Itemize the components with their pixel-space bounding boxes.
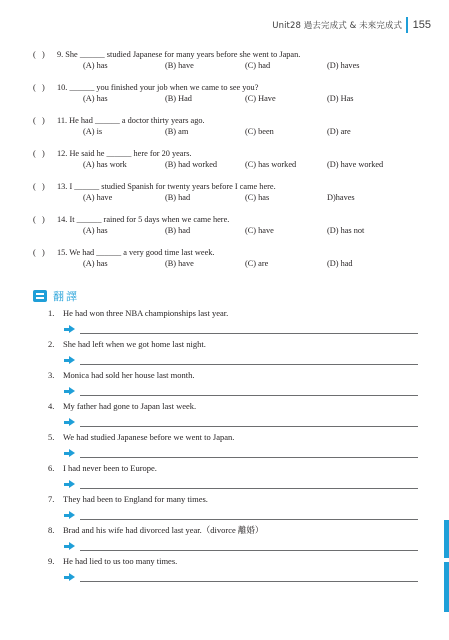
answer-option[interactable]: (B) Had [165,94,192,103]
answer-line[interactable] [80,388,418,396]
item-number: 2. [48,339,55,349]
arrow-right-icon [64,325,76,334]
answer-paren[interactable]: ( ) [33,248,45,257]
arrow-right-icon [64,573,76,582]
item-number: 6. [48,463,55,473]
sentence-text: Brad and his wife had divorced last year.（divorce 離婚） [63,525,264,535]
answer-option[interactable]: (D) Has [327,94,354,103]
answer-paren[interactable]: ( ) [33,83,45,92]
answer-option[interactable]: (A) has [83,226,108,235]
translation-item [48,400,418,431]
answer-option[interactable]: (A) have [83,193,113,202]
item-number: 3. [48,370,55,380]
arrow-right-icon [64,418,76,427]
arrow-right-icon [64,356,76,365]
sentence-text: I had never been to Europe. [63,463,157,473]
answer-line[interactable] [80,357,418,365]
unit-title: Unit28 過去完成式 & 未來完成式 [272,21,403,31]
answer-line[interactable] [80,543,418,551]
arrow-right-icon [64,542,76,551]
question-item [33,148,433,181]
multiple-choice-list [33,49,433,280]
question-item [33,247,433,280]
answer-paren[interactable]: ( ) [33,182,45,191]
answer-option[interactable]: (C) had [245,61,271,70]
answer-option[interactable]: (D) are [327,127,351,136]
sentence-text: Monica had sold her house last month. [63,370,195,380]
question-item [33,82,433,115]
translation-item [48,338,418,369]
answer-option[interactable]: (A) is [83,127,103,136]
answer-option[interactable]: (B) had [165,226,191,235]
item-number: 1. [48,308,55,318]
section-title: 翻譯 [53,290,79,303]
item-number: 5. [48,432,55,442]
answer-option[interactable]: (A) has work [83,160,127,169]
sentence-text: He had lied to us too many times. [63,556,178,566]
answer-paren[interactable]: ( ) [33,50,45,59]
question-text: 11. He had ______ a doctor thirty years ago. [57,116,205,125]
answer-line[interactable] [80,419,418,427]
arrow-right-icon [64,449,76,458]
side-tab-marker [444,562,449,612]
sentence-text: They had been to England for many times. [63,494,208,504]
answer-line[interactable] [80,574,418,582]
question-text: 10. ______ you finished your job when we came to see you? [57,83,259,92]
translation-item [48,431,418,462]
answer-option[interactable]: (C) Have [245,94,276,103]
header-divider [406,17,408,33]
translation-item [48,307,418,338]
translation-item [48,493,418,524]
sentence-text: We had studied Japanese before we went to Japan. [63,432,235,442]
answer-option[interactable]: (C) are [245,259,269,268]
question-text: 15. We had ______ a very good time last week. [57,248,215,257]
answer-line[interactable] [80,512,418,520]
translation-item [48,524,418,555]
translation-item [48,555,418,586]
item-number: 8. [48,525,55,535]
question-text: 9. She ______ studied Japanese for many years before she went to Japan. [57,50,301,59]
answer-option[interactable]: (C) has worked [245,160,297,169]
item-number: 4. [48,401,55,411]
answer-option[interactable]: (B) have [165,61,194,70]
answer-option[interactable]: D)haves [327,193,355,202]
answer-option[interactable]: (D) haves [327,61,360,70]
page-header [272,14,431,36]
question-text: 12. He said he ______ here for 20 years. [57,149,192,158]
sentence-text: He had won three NBA championships last year. [63,308,229,318]
item-number: 9. [48,556,55,566]
page-number: 155 [412,19,431,31]
arrow-right-icon [64,387,76,396]
question-item [33,214,433,247]
answer-option[interactable]: (C) have [245,226,274,235]
question-item [33,181,433,214]
answer-option[interactable]: (C) has [245,193,270,202]
question-item [33,115,433,148]
answer-line[interactable] [80,326,418,334]
section-equals-icon [33,290,47,302]
answer-option[interactable]: (C) been [245,127,274,136]
answer-option[interactable]: (A) has [83,259,108,268]
answer-line[interactable] [80,450,418,458]
sentence-text: She had left when we got home last night. [63,339,206,349]
answer-option[interactable]: (B) have [165,259,194,268]
answer-option[interactable]: (A) has [83,94,108,103]
arrow-right-icon [64,511,76,520]
side-tab-marker [444,520,449,558]
answer-paren[interactable]: ( ) [33,149,45,158]
item-number: 7. [48,494,55,504]
answer-option[interactable]: (B) had [165,193,191,202]
question-text: 14. It ______ rained for 5 days when we came here. [57,215,230,224]
question-text: 13. I ______ studied Spanish for twenty years before I came here. [57,182,276,191]
answer-line[interactable] [80,481,418,489]
translation-item [48,369,418,400]
translation-section-header [33,288,79,304]
answer-paren[interactable]: ( ) [33,215,45,224]
answer-option[interactable]: (A) has [83,61,108,70]
translation-list [48,307,418,586]
arrow-right-icon [64,480,76,489]
sentence-text: My father had gone to Japan last week. [63,401,197,411]
translation-item [48,462,418,493]
answer-option[interactable]: (D) has not [327,226,365,235]
answer-option[interactable]: (D) had [327,259,353,268]
answer-paren[interactable]: ( ) [33,116,45,125]
answer-option[interactable]: (B) am [165,127,189,136]
question-item [33,49,433,82]
answer-option[interactable]: (D) have worked [327,160,384,169]
answer-option[interactable]: (B) had worked [165,160,218,169]
